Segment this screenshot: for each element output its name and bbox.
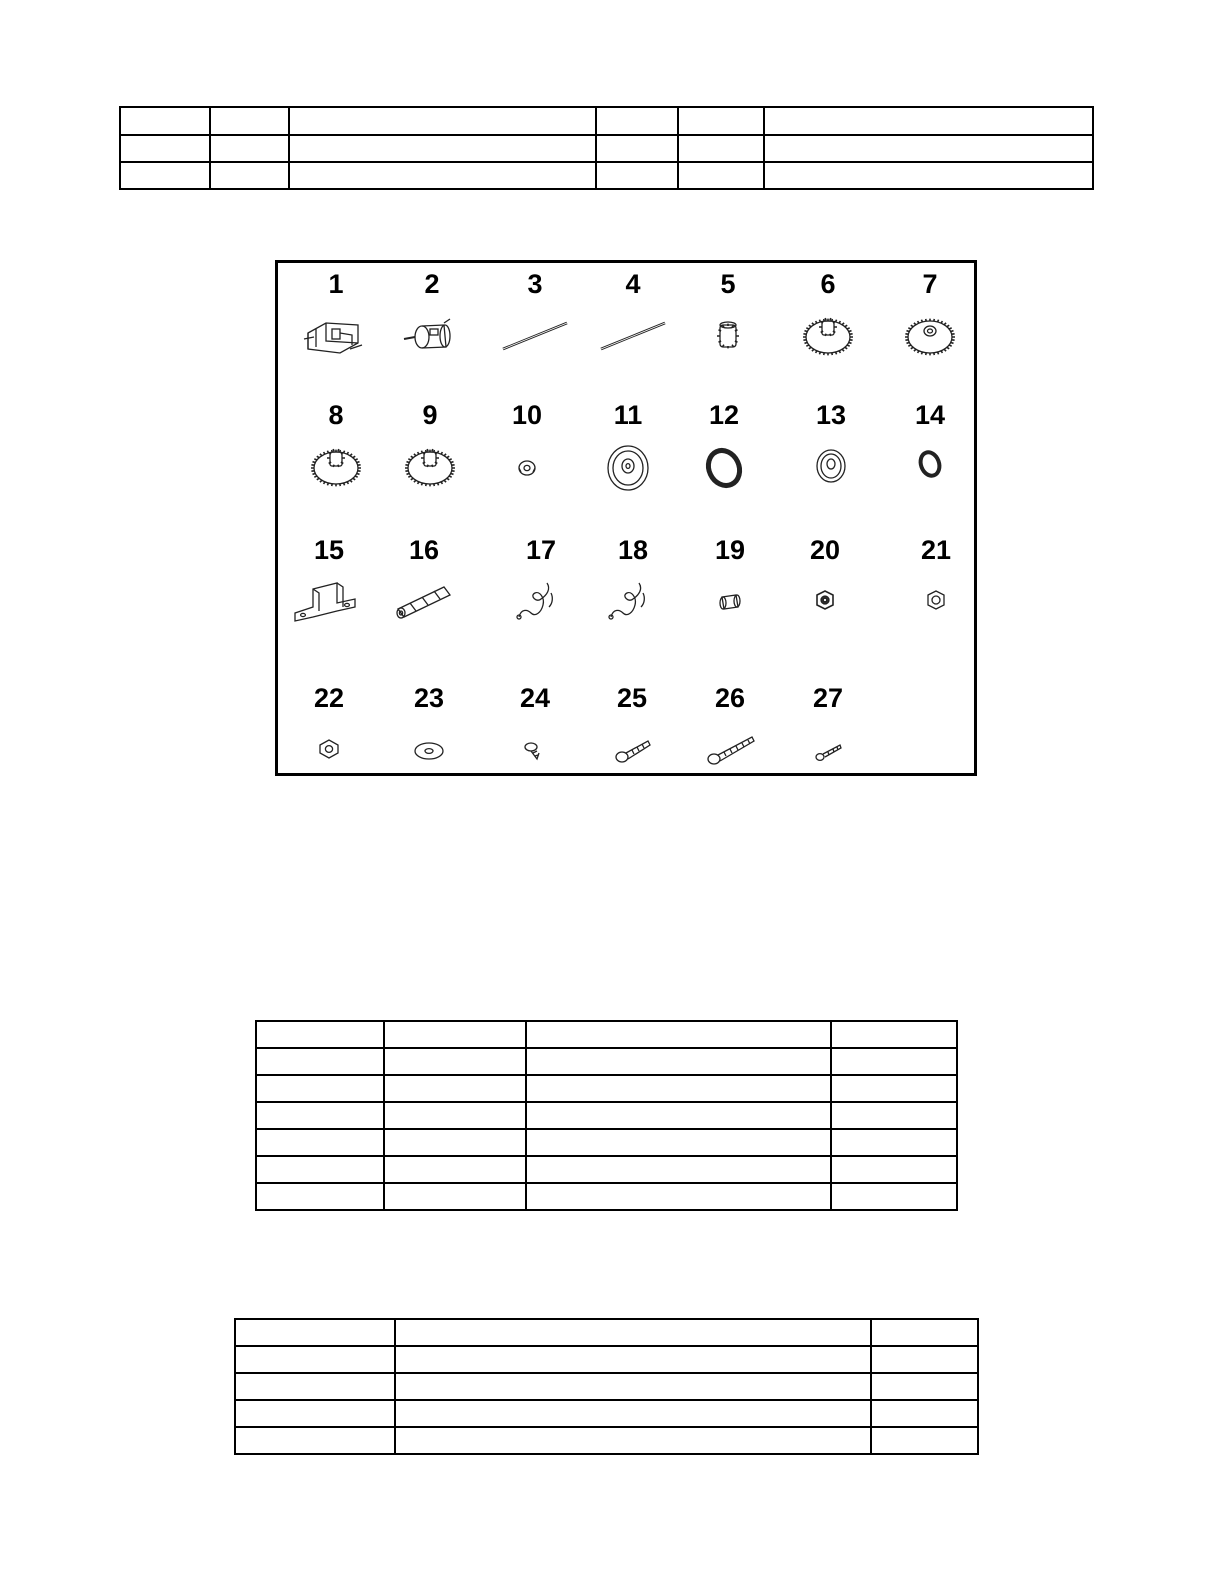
part-11	[583, 400, 673, 520]
bushing-icon	[690, 569, 770, 629]
pinion-gear-icon	[688, 303, 768, 363]
part-number-label: 27	[812, 683, 844, 713]
part-number-label: 23	[413, 683, 445, 713]
part-16	[379, 535, 469, 655]
table-row	[235, 1346, 978, 1373]
part-13	[786, 400, 876, 520]
table-row	[256, 1048, 957, 1075]
round-head-screw-icon	[592, 717, 672, 776]
small-pulley-icon	[791, 434, 871, 494]
parts-diagram	[275, 260, 977, 776]
table-row	[120, 162, 1093, 189]
part-15	[284, 535, 374, 655]
part-number-label: 22	[313, 683, 345, 713]
table-row	[256, 1102, 957, 1129]
part-20	[780, 535, 870, 655]
part-number-label: 2	[424, 269, 440, 299]
axle-rod-icon	[593, 303, 673, 363]
large-pulley-icon	[588, 434, 668, 494]
part-number-label: 10	[511, 400, 543, 430]
table-row	[256, 1183, 957, 1210]
rubber-band-icon	[684, 434, 764, 494]
part-number-label: 26	[714, 683, 746, 713]
part-23	[384, 683, 474, 776]
washer-icon	[389, 717, 469, 776]
spur-gear-icon	[890, 303, 970, 363]
hardware-list-table	[234, 1318, 979, 1455]
part-number-label: 16	[408, 535, 440, 565]
part-12	[679, 400, 769, 520]
part-5	[683, 269, 773, 389]
part-number-label: 4	[625, 269, 641, 299]
parts-list-table	[119, 106, 1094, 190]
part-number-label: 14	[914, 400, 946, 430]
part-number-label: 18	[617, 535, 649, 565]
table-row	[256, 1156, 957, 1183]
spacer-icon	[487, 434, 567, 494]
table-row	[256, 1075, 957, 1102]
part-21	[891, 535, 977, 655]
wire-spring-icon	[501, 569, 581, 629]
table-row	[235, 1400, 978, 1427]
part-19	[685, 535, 775, 655]
part-number-label: 15	[313, 535, 345, 565]
part-4	[588, 269, 678, 389]
table-row	[235, 1373, 978, 1400]
part-number-label: 24	[519, 683, 551, 713]
part-number-label: 19	[714, 535, 746, 565]
part-2	[387, 269, 477, 389]
part-24	[490, 683, 580, 776]
part-9	[385, 400, 475, 520]
table-row	[235, 1319, 978, 1346]
standoff-tube-icon	[384, 569, 464, 629]
wire-list-table	[255, 1020, 958, 1211]
part-number-label: 9	[422, 400, 438, 430]
dc-motor-icon	[392, 303, 472, 363]
axle-rod-icon	[495, 303, 575, 363]
part-17	[496, 535, 586, 655]
lock-nut-icon	[785, 569, 865, 629]
wire-spring-icon	[593, 569, 673, 629]
part-14	[885, 400, 975, 520]
long-screw-icon	[690, 717, 770, 776]
combo-gear-icon	[390, 434, 470, 494]
part-7	[885, 269, 975, 389]
part-26	[685, 683, 775, 776]
part-number-label: 13	[815, 400, 847, 430]
small-rubber-band-icon	[890, 434, 970, 494]
short-screw-icon	[495, 717, 575, 776]
u-bracket-icon	[289, 569, 369, 629]
part-1	[291, 269, 381, 389]
small-screw-icon	[788, 717, 868, 776]
table-row	[120, 135, 1093, 162]
table-row	[256, 1129, 957, 1156]
part-22	[284, 683, 374, 776]
part-10	[482, 400, 572, 520]
combo-gear-icon	[788, 303, 868, 363]
part-number-label: 3	[527, 269, 543, 299]
part-27	[783, 683, 873, 776]
part-number-label: 21	[920, 535, 952, 565]
part-25	[587, 683, 677, 776]
part-number-label: 12	[708, 400, 740, 430]
part-number-label: 17	[525, 535, 557, 565]
part-8	[291, 400, 381, 520]
table-row	[256, 1021, 957, 1048]
motor-bracket-icon	[296, 303, 376, 363]
square-nut-icon	[289, 717, 369, 776]
part-number-label: 11	[613, 400, 643, 430]
part-number-label: 25	[616, 683, 648, 713]
part-3	[490, 269, 580, 389]
part-18	[588, 535, 678, 655]
table-row	[235, 1427, 978, 1454]
hex-nut-icon	[896, 569, 976, 629]
part-number-label: 20	[809, 535, 841, 565]
part-number-label: 5	[720, 269, 736, 299]
part-6	[783, 269, 873, 389]
part-number-label: 1	[328, 269, 344, 299]
part-number-label: 6	[820, 269, 836, 299]
part-number-label: 8	[328, 400, 344, 430]
table-row	[120, 107, 1093, 135]
part-number-label: 7	[922, 269, 938, 299]
combo-gear-icon	[296, 434, 376, 494]
